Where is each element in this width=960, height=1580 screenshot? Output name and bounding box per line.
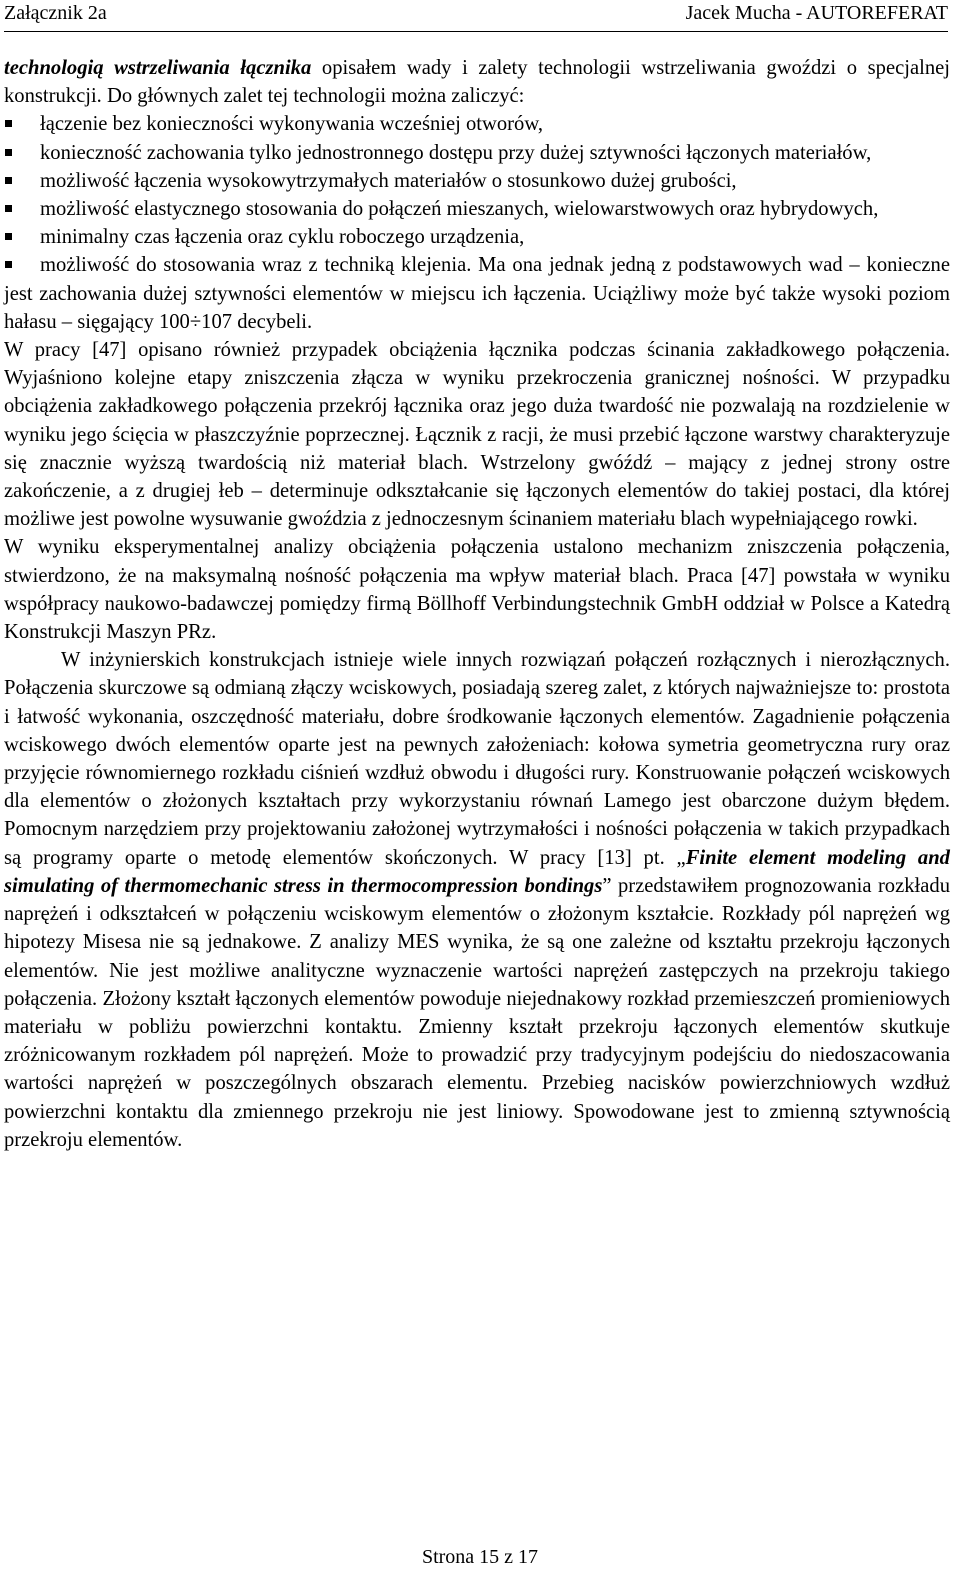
intro-paragraph <box>4 54 950 110</box>
list-item-text: możliwość do stosowania wraz z techniką klejenia. Ma ona jednak jedną z podstawowych wad – konieczne jest zachowania dużej sztywności elementów w miejscu ich łączenia. Uciążliwy może być także wysoki poziom hałasu – sięgający 100÷107 decybeli. <box>4 254 950 333</box>
paragraph-shrink-fit <box>4 646 950 1154</box>
last-bullet-paragraph <box>4 251 950 336</box>
list-item-text: minimalny czas łączenia oraz cyklu roboczego urządzenia, <box>40 226 525 249</box>
document-body <box>4 54 950 1154</box>
list-item-text: konieczność zachowania tylko jednostronnego dostępu przy dużej sztywności łączonych materiałów, <box>40 141 872 164</box>
cited-work-title: Finite element modeling and simulating of thermomechanic stress in thermocompression bondings <box>4 846 950 897</box>
list-item-text: możliwość łączenia wysokowytrzymałych materiałów o stosunkowo dużej grubości, <box>40 169 737 192</box>
list-item-text: możliwość elastycznego stosowania do połączeń mieszanych, wielowarstwowych oraz hybrydowych, <box>40 198 879 221</box>
header-attachment-label: Załącznik 2a <box>4 2 107 24</box>
paragraph-shear-analysis: W pracy [47] opisano również przypadek obciążenia łącznika podczas ścinania zakładkowego połączenia. Wyjaśniono kolejne etapy zniszczenia złącza w wyniku przekroczenia granicznej nośności. W przypadku obciążenia zakładkowego połączenia przekrój łącznika oraz jego duża twardość nie pozwalają na rozdzielenie w wyniku jego ścięcia w płaszczyźnie poprzecznej. Łącznik z racji, że musi przebić łączone warstwy charakteryzuje się znacznie wyższą twardością niż materiał blach. Wstrzelony gwóźdź – mający z jednej strony ostre zakończenie, a z drugiej łeb – determinuje odkształcanie się łączonych elementów do takiej postaci, dla której możliwe jest powolne wysuwanie gwoździa z jednoczesnym ścinaniem materiału blach wypełniającego rowki. <box>4 339 950 531</box>
square-bullet-icon <box>5 205 12 212</box>
list-item <box>4 110 950 138</box>
list-item <box>4 167 950 195</box>
header-author-title: Jacek Mucha - AUTOREFERAT <box>685 2 948 24</box>
list-item <box>4 195 950 223</box>
square-bullet-icon <box>5 149 12 156</box>
square-bullet-icon <box>5 233 12 240</box>
page-header <box>4 0 948 32</box>
square-bullet-icon <box>5 261 12 268</box>
list-item <box>4 223 950 251</box>
list-item <box>4 139 950 167</box>
intro-text: opisałem wady i zalety technologii wstrzeliwania gwoździ o specjalnej konstrukcji. Do głównych zalet tej technologii można zaliczyć: <box>4 57 950 108</box>
list-item-text: łączenie bez konieczności wykonywania wcześniej otworów, <box>40 113 544 136</box>
page-number: Strona 15 z 17 <box>421 1546 539 1568</box>
advantages-list <box>4 110 950 251</box>
paragraph-experimental-analysis: W wyniku eksperymentalnej analizy obciążenia połączenia ustalono mechanizm zniszczenia połączenia, stwierdzono, że na maksymalną nośność połączenia ma wpływ materiał blach. Praca [47] powstała w wyniku współpracy naukowo-badawczej pomiędzy firmą Böllhoff Verbindungstechnik GmbH oddział w Polsce a Katedrą Konstrukcji Maszyn PRz. <box>4 536 950 644</box>
square-bullet-icon <box>5 120 12 127</box>
square-bullet-icon <box>5 177 12 184</box>
paragraph-text-after: ” przedstawiłem prognozowania rozkładu naprężeń i odkształceń w połączeniu wciskowym elementów o złożonym kształcie. Rozkłady pól naprężeń wg hipotezy Misesa nie są jednakowe. Z analizy MES wynika, że są one zależne od kształtu przekroju łączonych elementów. Nie jest możliwe analityczne wyznaczenie wartości naprężeń zastępczych na przekroju takiego połączenia. Złożony kształt łączonych elementów powoduje niejednakowy rozkład przemieszczeń promieniowych materiału w pobliżu powierzchni kontaktu. Zmienny kształt przekroju łączonych elementów skutkuje zróżnicowanym rozkładem pól naprężeń. Może to prowadzić przy tradycyjnym podejściu do niedoszacowania wartości naprężeń w poszczególnych obszarach elementu. Przebieg nacisków powierzchniowych wzdłuż powierzchni kontaktu dla zmiennego przekroju nie jest liniowy. Spowodowane jest to zmienną sztywnością przekroju elementów. <box>4 874 951 1151</box>
intro-emphasis: technologią wstrzeliwania łącznika <box>4 57 312 79</box>
paragraph-text-before: W inżynierskich konstrukcjach istnieje wiele innych rozwiązań połączeń rozłącznych i nierozłącznych. Połączenia skurczowe są odmianą złączy wciskowych, posiadają szereg zalet, z których najważniejsze to: prostota i łatwość wykonania, oszczędność materiału, dobre środkowanie łączonych elementów. Zagadnienie połączenia wciskowego dwóch elementów oparte jest na pewnych założeniach: kołowa symetria geometryczna rury oraz przyjęcie równomiernego rozkładu ciśnień wzdłuż obwodu i długości rury. Konstruowanie połączeń wciskowych dla elementów o złożonych kształtach przy wykorzystaniu równań Lamego jest obarczone dużym błędem. Pomocnym narzędziem przy projektowaniu założonej wytrzymałości i nośności połączenia w takich przypadkach są programy oparte o metodę elementów skończonych. W pracy [13] pt. „ <box>4 649 950 869</box>
